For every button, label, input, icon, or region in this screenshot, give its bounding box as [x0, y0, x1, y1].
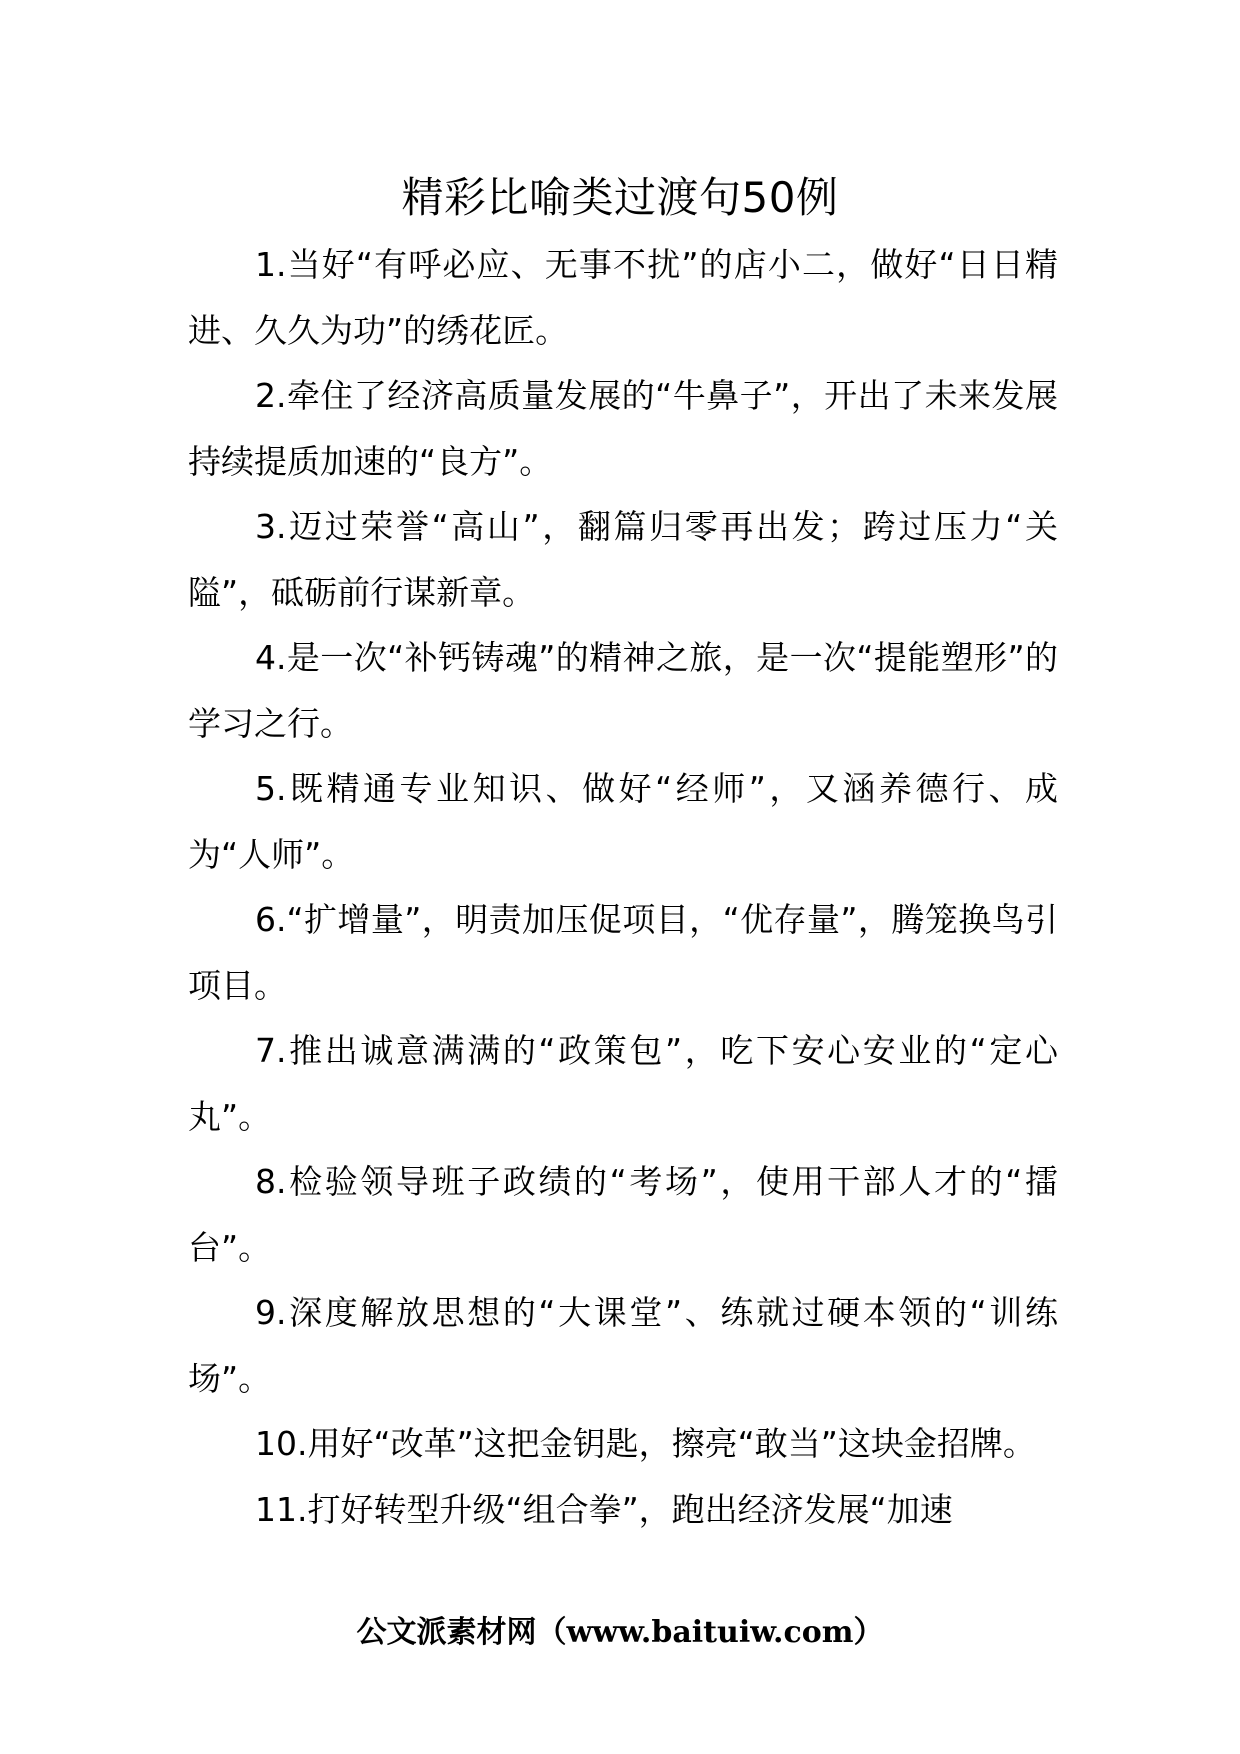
paragraph-10: 10.用好“改革”这把金钥匙，擦亮“敢当”这块金招牌。 — [255, 1424, 1036, 1463]
paragraph-8: 8.检验领导班子政绩的“考场”，使用干部人才的“擂台”。 — [188, 1162, 1058, 1267]
paragraph-9: 9.深度解放思想的“大课堂”、练就过硬本领的“训练场”。 — [188, 1293, 1058, 1398]
paragraph-1: 1.当好“有呼必应、无事不扰”的店小二，做好“日日精进、久久为功”的绣花匠。 — [188, 245, 1058, 350]
paragraph-6: 6.“扩增量”，明责加压促项目，“优存量”，腾笼换鸟引项目。 — [188, 900, 1058, 1005]
paragraph-2: 2.牵住了经济高质量发展的“牛鼻子”，开出了未来发展持续提质加速的“良方”。 — [188, 376, 1058, 481]
document-title: 精彩比喻类过渡句50例 — [401, 173, 839, 222]
paragraph-5: 5.既精通专业知识、做好“经师”，又涵养德行、成为“人师”。 — [188, 769, 1058, 874]
paragraph-7: 7.推出诚意满满的“政策包”，吃下安心安业的“定心丸”。 — [188, 1031, 1058, 1136]
paragraph-11: 11.打好转型升级“组合拳”，跑出经济发展“加速 — [255, 1489, 953, 1529]
page-footer: 公文派素材网（www.baituiw.com） — [356, 1615, 884, 1650]
document-body — [188, 232, 1058, 1542]
paragraph-4: 4.是一次“补钙铸魂”的精神之旅，是一次“提能塑形”的学习之行。 — [188, 638, 1058, 743]
paragraph-3: 3.迈过荣誉“高山”，翻篇归零再出发；跨过压力“关隘”，砥砺前行谋新章。 — [188, 507, 1058, 612]
